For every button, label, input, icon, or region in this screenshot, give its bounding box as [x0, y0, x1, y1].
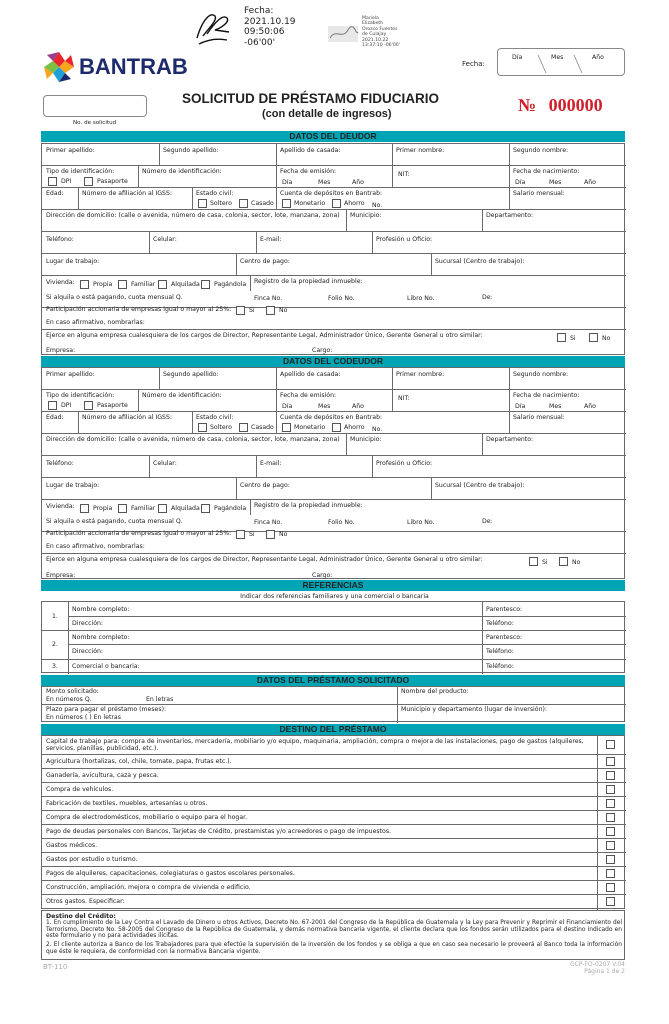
codeudor-cuenta: Cuenta de depósitos en Bantrab:: [280, 414, 383, 421]
deudor-celular: Celular:: [153, 236, 177, 243]
codeudor-segundo-nombre: Segundo nombre:: [513, 371, 569, 378]
deudor-afirmativo: En caso afirmativo, nombrarlas:: [46, 319, 145, 326]
deudor-cuota: Si alquila o está pagando, cuota mensual Q.: [46, 294, 183, 301]
destino-item-8: Gastos médicos.: [46, 842, 98, 849]
deudor-soltero-label: Soltero: [210, 200, 232, 207]
deudor-familiar-checkbox[interactable]: [118, 280, 127, 289]
deudor-propia-label: Propia: [93, 281, 113, 288]
section-codeudor: DATOS DEL CODEUDOR: [41, 356, 625, 367]
deudor-direccion: Dirección de domicilio: (calle o avenida, número de casa, colonia, sector, lote, manzana, zona): [46, 212, 340, 219]
codeudor-fecha-emision: Fecha de emisión:: [280, 392, 337, 399]
deudor-sucursal: Sucursal (Centro de trabajo):: [435, 258, 525, 265]
destino-item-9: Gastos por estudio o turismo.: [46, 856, 138, 863]
deudor-participacion-si-label: Si: [249, 307, 255, 314]
deudor-pagandola-label: Pagándola: [214, 281, 247, 288]
codeudor-apellido-casada: Apellido de casada:: [280, 371, 341, 378]
codeudor-empresa: Empresa:: [46, 572, 76, 579]
deudor-salario: Salario mensual:: [513, 190, 565, 197]
footer-form-code: GCP-FO-0207 V.04: [569, 961, 625, 968]
destino-item-5: Fabricación de textiles, muebles, artesanías u otros.: [46, 800, 208, 807]
prestamo-municipio: Municipio y departamento (lugar de inversión):: [401, 706, 547, 713]
deudor-casado-label: Casado: [251, 200, 274, 207]
codeudor-soltero-label: Soltero: [210, 424, 232, 431]
codeudor-numero-id: Número de identificación:: [142, 392, 222, 399]
prestamo-producto: Nombre del producto:: [401, 688, 469, 695]
date-year-label: Año: [592, 54, 604, 61]
deudor-nac-anio: Año: [584, 179, 596, 186]
codeudor-nac-dia: Día: [515, 403, 526, 410]
codeudor-familiar-label: Familiar: [131, 505, 156, 512]
deudor-ejerce-si-label: Si: [570, 335, 576, 342]
deudor-emision-dia: Día: [282, 179, 293, 186]
section-destino: DESTINO DEL PRÉSTAMO: [41, 724, 625, 735]
deudor-municipio: Municipio:: [350, 212, 382, 219]
deudor-participacion: Participación accionaria de empresas igual o mayor al 25%:: [46, 306, 232, 313]
prestamo-plazo: Plazo para pagar el préstamo (meses):: [46, 706, 167, 713]
deudor-departamento: Departamento:: [486, 212, 534, 219]
signature-2-info: Mariela Elizabeth Orozco Fuentes de Culajay 2021.10.22 13:37:10 -06'00': [362, 16, 400, 49]
destino-item-4: Compra de vehículos.: [46, 786, 114, 793]
date-day-label: Día: [512, 54, 523, 61]
codeudor-familiar-checkbox[interactable]: [118, 504, 127, 513]
ref-2-telefono: Teléfono:: [486, 648, 514, 655]
ref-1-number: 1.: [52, 613, 58, 620]
deudor-fecha-emision: Fecha de emisión:: [280, 168, 337, 175]
signature-1: [193, 8, 235, 48]
date-month-label: Mes: [551, 54, 564, 61]
referencias-instruction: Indicar dos referencias familiares y una comercial o bancaria: [240, 593, 429, 600]
deudor-registro: Registro de la propiedad inmueble:: [254, 278, 363, 285]
codeudor-emision-mes: Mes: [318, 403, 331, 410]
codeudor-participacion-no-checkbox[interactable]: [266, 530, 275, 539]
destino-checkbox-2[interactable]: [606, 757, 615, 766]
codeudor-sucursal: Sucursal (Centro de trabajo):: [435, 482, 525, 489]
section-deudor: DATOS DEL DEUDOR: [41, 131, 625, 142]
deudor-dpi-checkbox[interactable]: [48, 177, 57, 186]
deudor-ejerce: Ejerce en alguna empresa cualesquiera de los cargos de Director, Representante Legal, Administrador Único, Gerente General u otro similar:: [46, 332, 483, 339]
codeudor-pagandola-label: Pagándola: [214, 505, 247, 512]
codeudor-direccion: Dirección de domicilio: (calle o avenida, número de casa, colonia, sector, lote, manzana, zona): [46, 436, 340, 443]
destino-checkbox-7[interactable]: [606, 827, 615, 836]
codeudor-centro-pago: Centro de pago:: [240, 482, 290, 489]
deudor-finca: Finca No.: [254, 295, 283, 302]
credito-paragraph-1: 1. En cumplimiento de la Ley Contra el Lavado de Dinero u otros Activos, Decreto No. 67-2001 del Congreso de la República de Guatemala y la Ley para Prevenir y Reprimir el Financiamiento del Terrorismo, Decreto No. 58-2005 del Congreso de la República de Guatemala, y demás normativa bancaria vigente, el cliente declara que los fondos serán utilizados para el destino indicado en este formulario y no para actividades ilícitas.: [46, 920, 622, 940]
bantrab-logo: [42, 50, 190, 84]
deudor-de: De:: [482, 294, 493, 301]
footer-code: BT-110: [43, 963, 68, 971]
codeudor-pasaporte-checkbox[interactable]: [84, 401, 93, 410]
codeudor-tipo-id: Tipo de identificación:: [46, 392, 115, 399]
codeudor-celular: Celular:: [153, 460, 177, 467]
codeudor-afirmativo: En caso afirmativo, nombrarlas:: [46, 543, 145, 550]
codeudor-ejerce: Ejerce en alguna empresa cualesquiera de los cargos de Director, Representante Legal, Administrador Único, Gerente General u otro similar:: [46, 556, 483, 563]
deudor-fecha-nac: Fecha de nacimiento:: [513, 168, 580, 175]
deudor-folio: Folio No.: [328, 295, 355, 302]
codeudor-cuenta-no: No.: [372, 426, 383, 433]
destino-checkbox-9[interactable]: [606, 855, 615, 864]
destino-checkbox-12[interactable]: [606, 897, 615, 906]
destino-checkbox-8[interactable]: [606, 841, 615, 850]
codeudor-telefono: Teléfono:: [46, 460, 74, 467]
ref-3-comercial: Comercial o bancaria:: [72, 663, 140, 670]
deudor-casado-checkbox[interactable]: [239, 199, 248, 208]
codeudor-de: De:: [482, 518, 493, 525]
codeudor-pagandola-checkbox[interactable]: [201, 504, 210, 513]
footer-version: [540, 961, 625, 975]
destino-checkbox-3[interactable]: [606, 771, 615, 780]
codeudor-casado-label: Casado: [251, 424, 274, 431]
deudor-profesion: Profesión u Oficio:: [376, 236, 433, 243]
prestamo-numeros: En números Q.: [46, 696, 92, 703]
codeudor-ejerce-no-checkbox[interactable]: [559, 557, 568, 566]
deudor-alquilada-label: Alquilada: [171, 281, 200, 288]
deudor-emision-mes: Mes: [318, 179, 331, 186]
destino-item-11: Construcción, ampliación, mejora o compra de vivienda o edificio.: [46, 884, 251, 891]
destino-item-3: Ganadería, avicultura, caza y pesca.: [46, 772, 159, 779]
ref-3-number: 3.: [52, 663, 58, 670]
destino-checkbox-6[interactable]: [606, 813, 615, 822]
codeudor-alquilada-checkbox[interactable]: [158, 504, 167, 513]
deudor-nit: NIT:: [398, 171, 410, 178]
date-label: Fecha:: [462, 60, 485, 68]
destino-item-7: Pago de deudas personales con Bancos, Tarjetas de Crédito, prestamistas y/o acreedores o pago de impuestos.: [46, 828, 392, 835]
destino-checkbox-10[interactable]: [606, 869, 615, 878]
prestamo-block: [41, 686, 625, 722]
codeudor-cuota: Si alquila o está pagando, cuota mensual Q.: [46, 518, 183, 525]
codeudor-libro: Libro No.: [407, 519, 435, 526]
deudor-vivienda: Vivienda:: [46, 279, 75, 286]
credito-block: [41, 910, 625, 960]
deudor-segundo-apellido: Segundo apellido:: [163, 147, 219, 154]
prestamo-letras: En letras: [146, 696, 174, 703]
codeudor-nit: NIT:: [398, 395, 410, 402]
codeudor-alquilada-label: Alquilada: [171, 505, 200, 512]
request-number-label: No. de solicitud: [73, 120, 117, 126]
deudor-tipo-id: Tipo de identificación:: [46, 168, 115, 175]
codeudor-participacion-si-checkbox[interactable]: [236, 530, 245, 539]
deudor-monetario-label: Monetario: [294, 200, 326, 207]
signature-2: [326, 22, 360, 48]
credito-title: Destino del Crédito:: [46, 913, 116, 920]
number-symbol: №: [518, 95, 537, 115]
destino-item-12: Otros gastos. Especificar:: [46, 898, 125, 905]
codeudor-participacion-si-label: Si: [249, 531, 255, 538]
codeudor-primer-apellido: Primer apellido:: [46, 371, 95, 378]
deudor-pasaporte-label: Pasaporte: [97, 178, 128, 185]
codeudor-ejerce-no-label: No: [572, 559, 581, 566]
codeudor-monetario-label: Monetario: [294, 424, 326, 431]
codeudor-monetario-checkbox[interactable]: [282, 423, 291, 432]
deudor-afiliacion: Número de afiliación al IGSS:: [82, 190, 172, 197]
codeudor-ejerce-si-label: Si: [542, 559, 548, 566]
deudor-emision-anio: Año: [352, 179, 364, 186]
form-number: [518, 95, 603, 115]
codeudor-email: E-mail:: [260, 460, 282, 467]
destino-item-1: Capital de trabajo para: compra de inventarios, mercadería, mobiliario y/o equipo, maquinaria, ampliación, compra o mejora de las instalaciones, pago de gastos (alquileres, servicios, planillas, publicidad, etc.).: [46, 738, 584, 752]
destino-checkbox-11[interactable]: [606, 883, 615, 892]
codeudor-estado-civil: Estado civil:: [196, 414, 234, 421]
signature-1-date: Fecha: 2021.10.19 09:50:06 -06'00': [244, 6, 296, 48]
deudor-ejerce-no-checkbox[interactable]: [589, 333, 598, 342]
codeudor-segundo-apellido: Segundo apellido:: [163, 371, 219, 378]
codeudor-profesion: Profesión u Oficio:: [376, 460, 433, 467]
ref-2-number: 2.: [52, 641, 58, 648]
deudor-participacion-si-checkbox[interactable]: [236, 306, 245, 315]
deudor-cargo: Cargo:: [312, 347, 333, 354]
codeudor-primer-nombre: Primer nombre:: [396, 371, 445, 378]
deudor-dpi-label: DPI: [61, 178, 72, 185]
deudor-ejerce-si-checkbox[interactable]: [557, 333, 566, 342]
deudor-cuenta-no: No.: [372, 202, 383, 209]
ref-1-direccion: Dirección:: [72, 620, 104, 627]
deudor-edad: Edad:: [46, 190, 64, 197]
codeudor-emision-dia: Día: [282, 403, 293, 410]
request-number-field[interactable]: [43, 95, 147, 117]
codeudor-participacion: Participación accionaria de empresas igual o mayor al 25%:: [46, 530, 232, 537]
codeudor-pasaporte-label: Pasaporte: [97, 402, 128, 409]
ref-1-telefono: Teléfono:: [486, 620, 514, 627]
destino-item-2: Agricultura (hortalizas, col, chile, tomate, papa, frutas etc.).: [46, 758, 232, 765]
deudor-cuenta: Cuenta de depósitos en Bantrab:: [280, 190, 383, 197]
deudor-pagandola-checkbox[interactable]: [201, 280, 210, 289]
ref-2-nombre: Nombre completo:: [72, 634, 130, 641]
codeudor-edad: Edad:: [46, 414, 64, 421]
destino-item-6: Compra de electrodomésticos, mobiliario o equipo para el hogar.: [46, 814, 248, 821]
destino-checkbox-1[interactable]: [606, 740, 615, 749]
form-subtitle: (con detalle de ingresos): [262, 108, 392, 120]
destino-item-10: Pagos de alquileres, capacitaciones, colegiaturas o gastos escolares personales.: [46, 870, 295, 877]
codeudor-block: [41, 367, 625, 579]
form-title: SOLICITUD DE PRÉSTAMO FIDUCIARIO: [182, 91, 440, 106]
codeudor-afiliacion: Número de afiliación al IGSS:: [82, 414, 172, 421]
deudor-pasaporte-checkbox[interactable]: [84, 177, 93, 186]
deudor-block: [41, 143, 625, 355]
deudor-empresa: Empresa:: [46, 347, 76, 354]
codeudor-registro: Registro de la propiedad inmueble:: [254, 502, 363, 509]
codeudor-ejerce-si-checkbox[interactable]: [529, 557, 538, 566]
deudor-ahorro-label: Ahorro: [344, 200, 365, 207]
codeudor-propia-checkbox[interactable]: [80, 504, 89, 513]
ref-1-parentesco: Parentesco:: [486, 606, 523, 613]
codeudor-municipio: Municipio:: [350, 436, 382, 443]
ref-2-direccion: Dirección:: [72, 648, 104, 655]
deudor-estado-civil: Estado civil:: [196, 190, 234, 197]
deudor-ahorro-checkbox[interactable]: [332, 199, 341, 208]
deudor-participacion-no-label: No: [279, 307, 288, 314]
deudor-centro-pago: Centro de pago:: [240, 258, 290, 265]
codeudor-participacion-no-label: No: [279, 531, 288, 538]
ref-2-parentesco: Parentesco:: [486, 634, 523, 641]
deudor-nac-mes: Mes: [549, 179, 562, 186]
prestamo-monto: Monto solicitado:: [46, 688, 99, 695]
deudor-soltero-checkbox[interactable]: [198, 199, 207, 208]
codeudor-dpi-checkbox[interactable]: [48, 401, 57, 410]
ref-1-nombre: Nombre completo:: [72, 606, 130, 613]
codeudor-nac-anio: Año: [584, 403, 596, 410]
deudor-telefono: Teléfono:: [46, 236, 74, 243]
deudor-email: E-mail:: [260, 236, 282, 243]
date-field[interactable]: [497, 48, 625, 76]
destino-checkbox-4[interactable]: [606, 785, 615, 794]
deudor-participacion-no-checkbox[interactable]: [266, 306, 275, 315]
codeudor-casado-checkbox[interactable]: [239, 423, 248, 432]
number-value: 000000: [548, 95, 603, 115]
codeudor-nac-mes: Mes: [549, 403, 562, 410]
deudor-familiar-label: Familiar: [131, 281, 156, 288]
codeudor-lugar-trabajo: Lugar de trabajo:: [46, 482, 100, 489]
codeudor-salario: Salario mensual:: [513, 414, 565, 421]
deudor-apellido-casada: Apellido de casada:: [280, 147, 341, 154]
codeudor-cargo: Cargo:: [312, 572, 333, 579]
credito-paragraph-2: 2. El cliente autoriza a Banco de los Trabajadores para que efectúe la supervisión de la inversión de los fondos y se obliga a que en caso sea necesario le proveerá al Banco toda la información que éste le requiera, de conformidad con la normativa Bancaria vigente.: [46, 942, 622, 955]
codeudor-folio: Folio No.: [328, 519, 355, 526]
destino-table: [41, 735, 625, 909]
section-referencias: REFERENCIAS: [41, 580, 625, 591]
codeudor-dpi-label: DPI: [61, 402, 72, 409]
brand-name: BANTRAB: [79, 54, 188, 79]
referencias-table: [41, 601, 625, 673]
deudor-nac-dia: Día: [515, 179, 526, 186]
codeudor-soltero-checkbox[interactable]: [198, 423, 207, 432]
section-prestamo: DATOS DEL PRÉSTAMO SOLICITADO: [41, 675, 625, 686]
ref-3-telefono: Teléfono:: [486, 663, 514, 670]
footer-page: Página 1 de 2: [584, 968, 625, 975]
deudor-segundo-nombre: Segundo nombre:: [513, 147, 569, 154]
deudor-lugar-trabajo: Lugar de trabajo:: [46, 258, 100, 265]
deudor-ejerce-no-label: No: [602, 335, 611, 342]
deudor-alquilada-checkbox[interactable]: [158, 280, 167, 289]
codeudor-ahorro-checkbox[interactable]: [332, 423, 341, 432]
codeudor-propia-label: Propia: [93, 505, 113, 512]
destino-checkbox-5[interactable]: [606, 799, 615, 808]
codeudor-emision-anio: Año: [352, 403, 364, 410]
codeudor-fecha-nac: Fecha de nacimiento:: [513, 392, 580, 399]
codeudor-vivienda: Vivienda:: [46, 503, 75, 510]
deudor-libro: Libro No.: [407, 295, 435, 302]
codeudor-ahorro-label: Ahorro: [344, 424, 365, 431]
codeudor-departamento: Departamento:: [486, 436, 534, 443]
prestamo-numeros2: En números ( ) En letras: [46, 714, 121, 721]
deudor-monetario-checkbox[interactable]: [282, 199, 291, 208]
deudor-primer-nombre: Primer nombre:: [396, 147, 445, 154]
codeudor-finca: Finca No.: [254, 519, 283, 526]
deudor-propia-checkbox[interactable]: [80, 280, 89, 289]
deudor-primer-apellido: Primer apellido:: [46, 147, 95, 154]
deudor-numero-id: Número de identificación:: [142, 168, 222, 175]
